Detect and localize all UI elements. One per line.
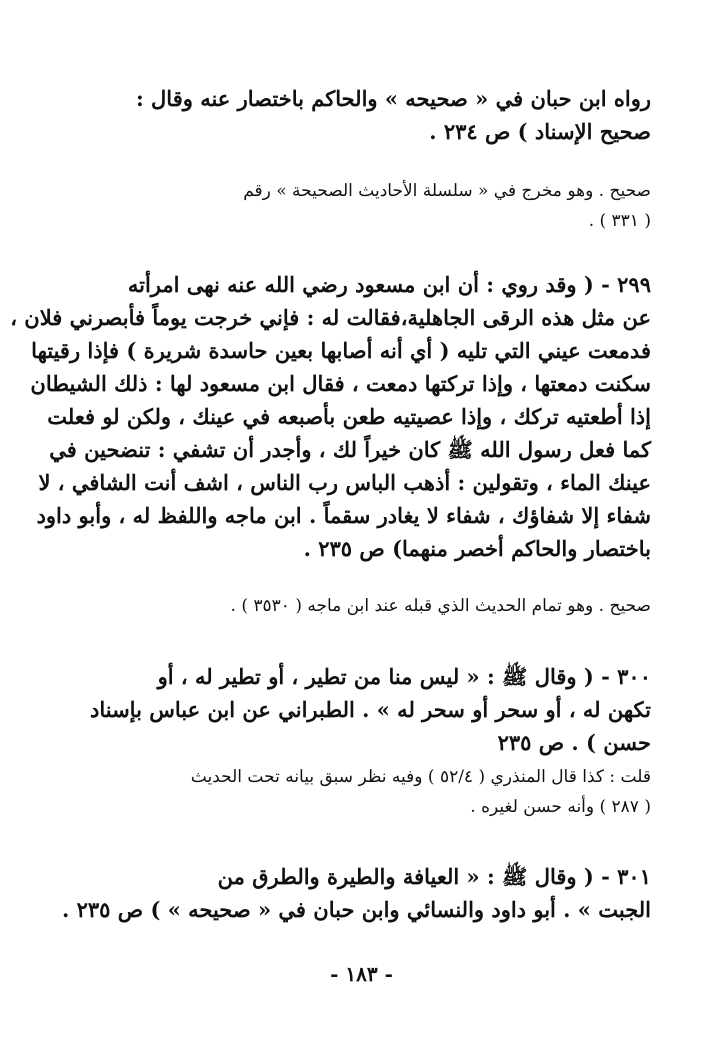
text-line: فدمعت عيني التي تليه ( أي أنه أصابها بعين حاسدة شريرة ) فإذا رقيتها bbox=[31, 338, 651, 363]
text-line: تكهن له ، أو سحر أو سحر له » . الطبراني عن ابن عباس بإسناد bbox=[90, 697, 651, 722]
hadith-299-paragraph bbox=[10, 268, 651, 565]
hadith-301-paragraph bbox=[61, 860, 651, 926]
text-line: سكنت دمعتها ، وإذا تركتها دمعت ، فقال ابن مسعود لها : ذلك الشيطان bbox=[30, 371, 651, 396]
text-line: قلت : كذا قال المنذري ( ٥٢/٤ ) وفيه نظر سبق بيانه تحت الحديث bbox=[190, 767, 651, 787]
text-line: الجبت » . أبو داود والنسائي وابن حبان في « صحيحه » ) ص ٢٣٥ . bbox=[61, 897, 651, 922]
text-line: عن مثل هذه الرقى الجاهلية،فقالت له : فإني خرجت يوماً فأبصرني فلان ، bbox=[10, 305, 651, 330]
text-line: صحيح . وهو مخرج في « سلسلة الأحاديث الصحيحة » رقم bbox=[243, 181, 651, 201]
text-line: كما فعل رسول الله ﷺ كان خيراً لك ، وأجدر أن تشفي : تنضحين في bbox=[49, 437, 651, 462]
grading-note bbox=[71, 591, 651, 621]
text-line: ( ٢٨٧ ) وأنه حسن لغيره . bbox=[470, 797, 651, 817]
commentary-note bbox=[71, 762, 651, 822]
text-line: شفاء إلا شفاؤك ، شفاء لا يغادر سقماً . ابن ماجه واللفظ له ، وأبو داود bbox=[36, 503, 651, 528]
text-line: رواه ابن حبان في « صحيحه » والحاكم باختصار عنه وقال : bbox=[135, 86, 651, 111]
text-line: باختصار والحاكم أخصر منهما) ص ٢٣٥ . bbox=[303, 536, 651, 561]
grading-note bbox=[71, 176, 651, 236]
text-line: صحيح . وهو تمام الحديث الذي قبله عند ابن ماجه ( ٣٥٣٠ ) . bbox=[230, 596, 651, 616]
text-line: ( ٣٣١ ) . bbox=[588, 211, 651, 231]
takhrij-paragraph bbox=[71, 82, 651, 148]
text-line: ٣٠١ - ( وقال ﷺ : « العيافة والطيرة والطرق من bbox=[217, 864, 651, 889]
text-line: ٢٩٩ - ( وقد روي : أن ابن مسعود رضي الله عنه نهى امرأته bbox=[127, 272, 651, 297]
page-number: - ١٨٣ - bbox=[330, 962, 393, 986]
text-line: ٣٠٠ - ( وقال ﷺ : « ليس منا من تطير ، أو تطير له ، أو bbox=[157, 664, 651, 689]
text-line: حسن ) . ص ٢٣٥ bbox=[497, 730, 651, 755]
text-line: إذا أطعتيه تركك ، وإذا عصيتيه طعن بأصبعه في عينك ، ولكن لو فعلت bbox=[47, 404, 651, 429]
text-line: صحيح الإسناد ) ص ٢٣٤ . bbox=[429, 119, 651, 144]
hadith-300-paragraph bbox=[71, 660, 651, 759]
text-line: عينك الماء ، وتقولين : أذهب الباس رب الناس ، اشف أنت الشافي ، لا bbox=[38, 470, 651, 495]
